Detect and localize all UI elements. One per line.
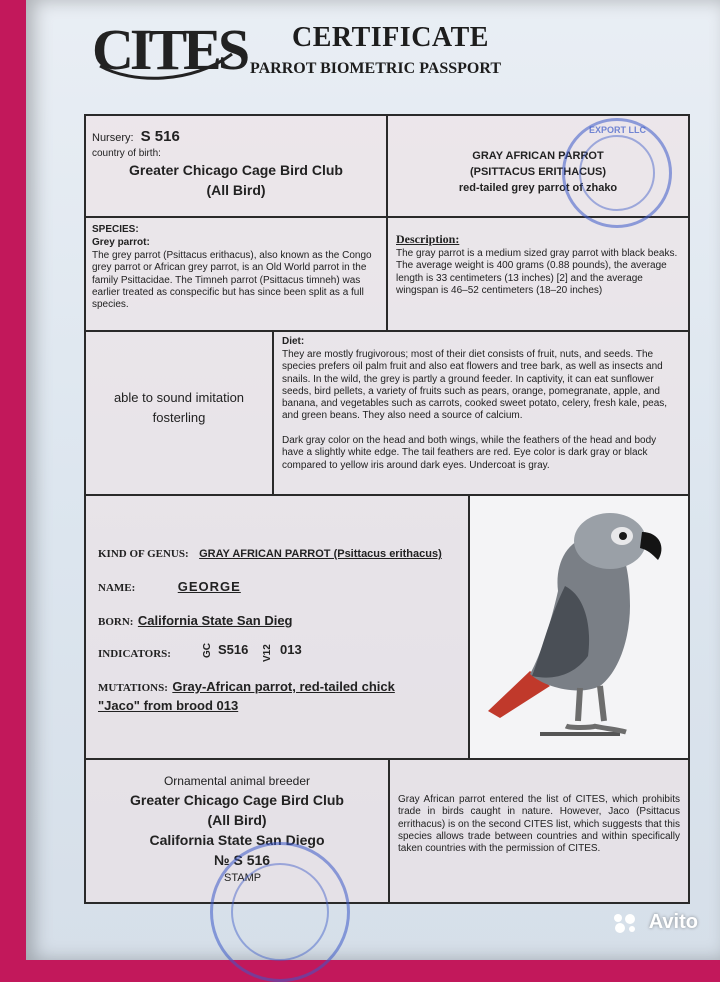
diet-text: They are mostly frugivorous; most of their diet consists of fruit, nuts, and seeds. The species prefers oil palm fruit and also eat flowers and tree bark, as well as insects and snails. In the wild, the grey is partly a ground feeder. In captivity, it can eat sunflower seeds, bird pellets, a variety of fruits such as pears, orange, pomegranate, apple, and banana, and vegetables such as carrots, cooked sweet potato, celery, fresh kale, peas, and green beans. They also need a source of calcium. [282, 349, 668, 422]
born-value: California State San Dieg [137, 613, 293, 628]
genus-value: GRAY AFRICAN PARROT (Psittacus erithacus) [199, 548, 442, 560]
ability-line1: able to sound imitation [113, 390, 245, 405]
species-variant: red-tailed grey parrot of zhako [458, 182, 618, 194]
club-name: Greater Chicago Cage Bird Club [129, 162, 343, 178]
parrot-photo-box [468, 494, 690, 760]
avito-watermark [612, 911, 698, 934]
born-label: BORN: [98, 616, 134, 628]
description-box [386, 216, 690, 332]
stamp-label: STAMP [224, 872, 262, 884]
breeder-number: № S 516 [214, 852, 271, 868]
nursery-value: S 516 [140, 128, 180, 145]
indicator-num: 013 [280, 642, 302, 657]
breeder-location: California State San Diego [149, 832, 325, 848]
species-label: SPECIES: [92, 224, 139, 235]
mutations-line2: "Jaco" from brood 013 [98, 698, 239, 713]
club-subname: (All Bird) [206, 182, 266, 198]
diet-label: Diet: [282, 336, 305, 347]
species-text: The grey parrot (Psittacus erithacus), also known as the Congo grey parrot or African grey parrot, is an Old World parrot in the family Psittacidae. The Timneh parrot (Psittacus timneh) was earlier treated as conspecific but has since been split as a full species. [92, 250, 372, 311]
avito-brand: Avito [648, 911, 698, 933]
breeder-club: Greater Chicago Cage Bird Club [130, 792, 344, 808]
name-value: GEORGE [177, 579, 241, 594]
breeder-title: Ornamental animal breeder [163, 774, 311, 788]
indicator-v: V12 [262, 644, 273, 662]
mutations-line1: Gray-African parrot, red-tailed chick [172, 679, 395, 694]
certificate-title: CERTIFICATE [292, 22, 489, 53]
certificate-subtitle: PARROT BIOMETRIC PASSPORT [250, 60, 502, 77]
ability-line2: fosterling [152, 410, 206, 425]
species-box [84, 216, 388, 332]
logo-text: CITES [92, 17, 247, 82]
stamp-top-text: EXPORT LLC [589, 125, 647, 135]
appearance-text: Dark gray color on the head and both wings, while the feathers of the head and body have a slightly white edge. The tail feathers are red. Eye color is dark gray or black compared to yellow iris around dark eyes. Undercoat is gray. [282, 435, 657, 471]
genus-label: KIND OF GENUS: [98, 548, 189, 560]
mutations-label: MUTATIONS: [98, 682, 168, 694]
cites-logo [92, 14, 247, 86]
stamp-top-right [562, 118, 672, 228]
species-latin-name: (PSITTACUS ERITHACUS) [469, 166, 607, 178]
description-text: The gray parrot is a medium sized gray parrot with black beaks. The average weight is 400 grams (0.88 pounds), the average length is 33 centimeters (13 inches) [2] and the average wingspan is 46–52 centimeters (18–20 inches) [396, 248, 678, 296]
diet-box [272, 330, 690, 496]
bird-info-box [84, 494, 470, 760]
indicator-gc: GC [202, 643, 213, 658]
nursery-box [84, 114, 388, 218]
nursery-label: Nursery: [92, 132, 134, 144]
ability-box [84, 330, 274, 496]
cites-note-box [388, 758, 690, 904]
species-common-name: GRAY AFRICAN PARROT [472, 150, 604, 162]
species-sublabel: Grey parrot: [92, 237, 150, 248]
country-label: country of birth: [92, 148, 161, 159]
stamp-bottom [210, 842, 350, 982]
breeder-club-sub: (All Bird) [207, 812, 267, 828]
parrot-illustration [470, 496, 688, 758]
avito-logo-icon [612, 912, 638, 934]
cites-note-text: Gray African parrot entered the list of CITES, which prohibits trade in birds caught in nature. However, Jaco (Psittacus errithacus) is on the second CITES list, which suggests that this species allows trade between countries and within specifically taken countries with the permission of CITES. [398, 794, 680, 855]
indicator-code: S516 [218, 642, 249, 657]
description-label: Description: [396, 232, 460, 246]
name-label: NAME: [98, 582, 136, 594]
indicators-label: INDICATORS: [98, 648, 171, 660]
